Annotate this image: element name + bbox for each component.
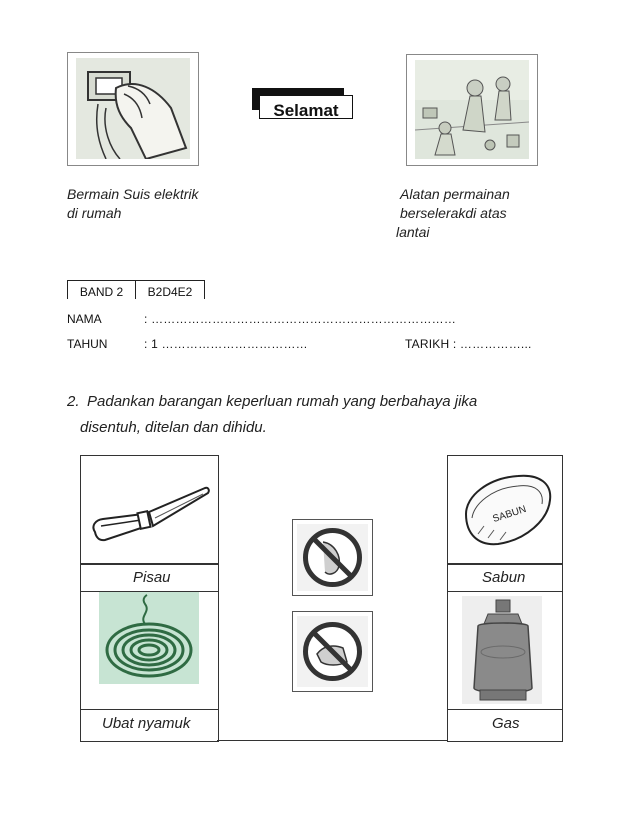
mosquito-coil-icon — [81, 592, 218, 710]
nama-label: NAMA — [67, 312, 102, 326]
svg-text:SABUN: SABUN — [491, 503, 528, 525]
toys-photo — [415, 60, 529, 159]
gas-image-cell — [447, 591, 563, 710]
no-touching-sign[interactable] — [292, 611, 373, 692]
toys-caption-line1: Alatan permainan — [400, 186, 510, 202]
question-line2: disentuh, ditelan dan dihidu. — [80, 419, 267, 436]
pisau-text: Pisau — [133, 569, 171, 586]
gas-label — [447, 709, 563, 742]
question-line1: Padankan barangan keperluan rumah yang berbahaya jika — [87, 393, 478, 410]
gas-text: Gas — [492, 715, 520, 732]
soap-icon — [448, 456, 562, 564]
band-label: BAND 2 — [67, 280, 136, 299]
sabun-text: Sabun — [482, 569, 526, 586]
tahun-field[interactable]: : 1 ……………………………… — [144, 337, 308, 351]
no-smelling-icon — [293, 520, 372, 595]
no-touching-icon — [293, 612, 372, 691]
selamat-label: Selamat — [259, 95, 353, 119]
pisau-label — [80, 563, 219, 593]
grid-bottom-line — [217, 740, 448, 741]
toys-caption-line2: berselerakdi atas — [400, 205, 507, 221]
band-table — [67, 280, 205, 298]
tahun-label: TAHUN — [67, 337, 108, 351]
tarikh-field[interactable]: TARIKH : ……………... — [405, 337, 532, 351]
sabun-label — [447, 563, 563, 593]
switch-caption-line2: di rumah — [67, 205, 122, 221]
switch-photo — [76, 58, 190, 159]
pisau-image-cell — [80, 455, 219, 565]
no-smelling-sign[interactable] — [292, 519, 373, 596]
gas-cylinder-icon — [448, 592, 562, 710]
question-number: 2. — [67, 393, 80, 410]
band-code: B2D4E2 — [136, 280, 205, 299]
ubat-nyamuk-image-cell — [80, 591, 219, 710]
ubat-nyamuk-text: Ubat nyamuk — [102, 715, 191, 732]
switch-photo-frame — [67, 52, 199, 166]
knife-icon — [81, 456, 218, 564]
ubat-nyamuk-label — [80, 709, 219, 742]
sabun-image-cell — [447, 455, 563, 565]
toys-caption-line3: lantai — [396, 224, 430, 240]
toys-photo-frame — [406, 54, 538, 166]
nama-field[interactable]: : ………………………………………………………………… — [144, 312, 457, 326]
switch-caption-line1: Bermain Suis elektrik — [67, 186, 199, 202]
